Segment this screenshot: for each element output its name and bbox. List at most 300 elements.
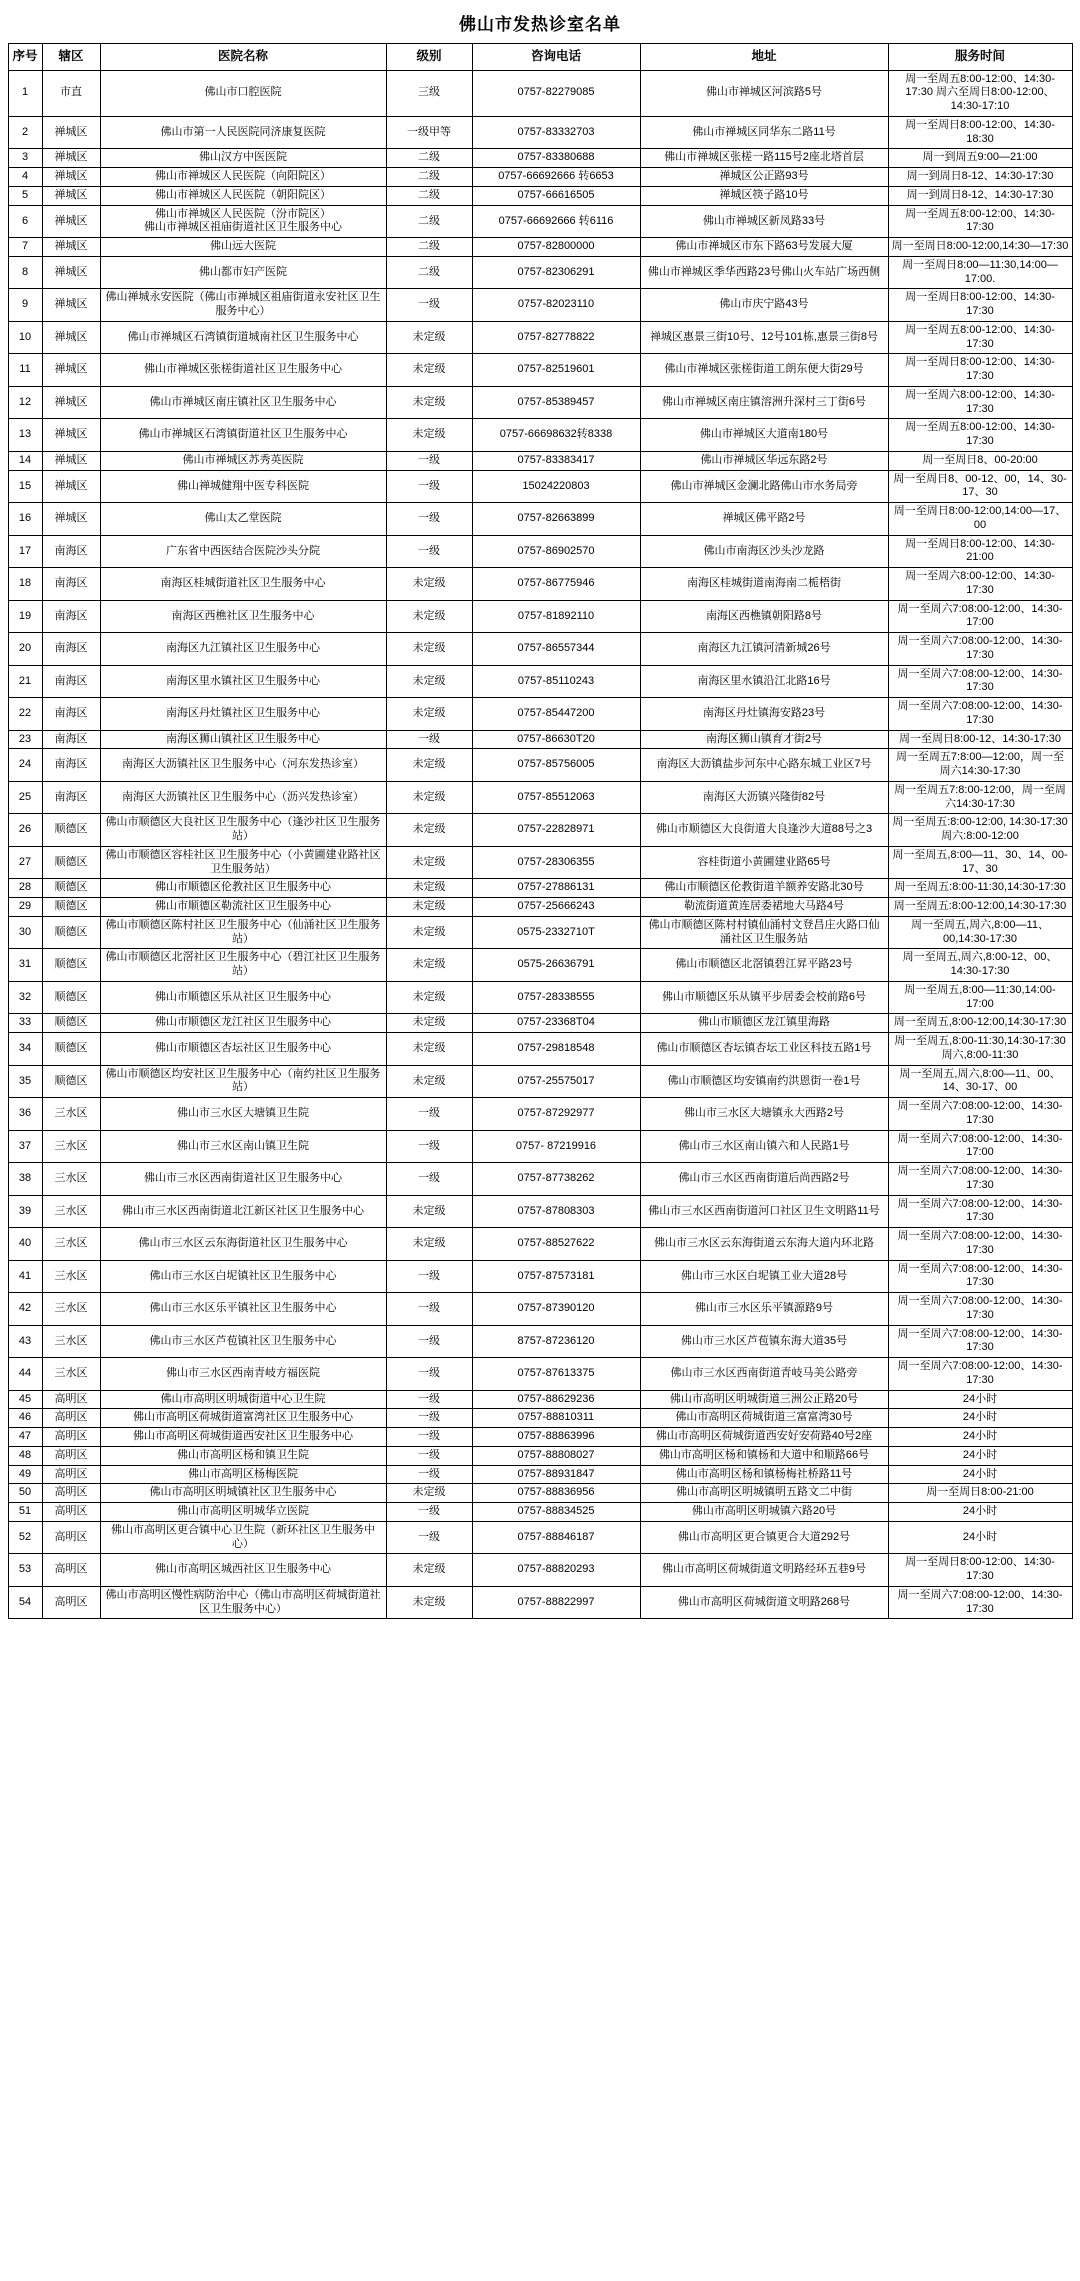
cell-phone: 0757-87738262 <box>472 1163 640 1196</box>
cell-level: 未定级 <box>386 354 472 387</box>
cell-phone: 0757-85389457 <box>472 386 640 419</box>
table-row <box>8 1390 1072 1409</box>
cell-service-time: 周一至周日8:00-12、14:30-17:30 <box>888 730 1072 749</box>
table-header <box>8 44 1072 71</box>
cell-hospital-name: 南海区里水镇社区卫生服务中心 <box>100 665 386 698</box>
cell-phone: 0757-29818548 <box>472 1033 640 1066</box>
cell-address: 南海区桂城街道南海南二栀梧街 <box>640 568 888 601</box>
table-row <box>8 419 1072 452</box>
cell-hospital-name: 南海区丹灶镇社区卫生服务中心 <box>100 698 386 731</box>
cell-hospital-name: 佛山市顺德区容桂社区卫生服务中心（小黄圃建业路社区卫生服务站） <box>100 846 386 879</box>
cell-address: 佛山市高明区明城镇六路20号 <box>640 1503 888 1522</box>
cell-phone: 0757- 87219916 <box>472 1130 640 1163</box>
cell-service-time: 周一至周五8:00-12:00、14:30-17:30 <box>888 205 1072 238</box>
cell-level: 未定级 <box>386 749 472 782</box>
cell-index: 27 <box>8 846 42 879</box>
cell-area: 顺德区 <box>42 1065 100 1098</box>
cell-hospital-name: 佛山市三水区大塘镇卫生院 <box>100 1098 386 1131</box>
cell-address: 佛山市禅城区同华东二路11号 <box>640 116 888 149</box>
cell-hospital-name: 佛山市三水区南山镇卫生院 <box>100 1130 386 1163</box>
cell-index: 30 <box>8 916 42 949</box>
cell-index: 21 <box>8 665 42 698</box>
cell-address: 佛山市顺德区北滘镇碧江昇平路23号 <box>640 949 888 982</box>
table-row <box>8 168 1072 187</box>
cell-level: 二级 <box>386 238 472 257</box>
cell-area: 南海区 <box>42 568 100 601</box>
cell-service-time: 24小时 <box>888 1428 1072 1447</box>
cell-area: 南海区 <box>42 730 100 749</box>
cell-index: 29 <box>8 898 42 917</box>
cell-area: 高明区 <box>42 1521 100 1554</box>
cell-hospital-name: 佛山都市妇产医院 <box>100 256 386 289</box>
cell-hospital-name: 佛山市禅城区石湾镇街道城南社区卫生服务中心 <box>100 321 386 354</box>
cell-hospital-name: 佛山市顺德区勒流社区卫生服务中心 <box>100 898 386 917</box>
cell-service-time: 24小时 <box>888 1465 1072 1484</box>
column-header-address: 地址 <box>640 44 888 71</box>
cell-level: 一级 <box>386 535 472 568</box>
cell-address: 佛山市高明区荷城街道文明路268号 <box>640 1586 888 1619</box>
cell-phone: 0757-87390120 <box>472 1293 640 1326</box>
table-row <box>8 1586 1072 1619</box>
cell-address: 佛山市禅城区张槎街道工朗东便大街29号 <box>640 354 888 387</box>
cell-hospital-name: 南海区狮山镇社区卫生服务中心 <box>100 730 386 749</box>
cell-service-time: 周一至周五7:8:00-12:00，周一至周六14:30-17:30 <box>888 781 1072 814</box>
cell-service-time: 周一至周六7:08:00-12:00、14:30-17:30 <box>888 1228 1072 1261</box>
cell-address: 佛山市三水区西南街道青岐马美公路旁 <box>640 1358 888 1391</box>
cell-level: 未定级 <box>386 665 472 698</box>
cell-area: 高明区 <box>42 1484 100 1503</box>
cell-area: 高明区 <box>42 1446 100 1465</box>
cell-hospital-name: 佛山市顺德区北滘社区卫生服务中心（碧江社区卫生服务站） <box>100 949 386 982</box>
cell-area: 禅城区 <box>42 386 100 419</box>
cell-address: 佛山市三水区南山镇六和人民路1号 <box>640 1130 888 1163</box>
cell-address: 佛山市顺德区伦教街道羊额养安路北30号 <box>640 879 888 898</box>
cell-hospital-name: 佛山市三水区西南街道北江新区社区卫生服务中心 <box>100 1195 386 1228</box>
cell-level: 未定级 <box>386 1484 472 1503</box>
cell-area: 顺德区 <box>42 1033 100 1066</box>
cell-hospital-name: 佛山市禅城区石湾镇街道社区卫生服务中心 <box>100 419 386 452</box>
cell-service-time: 周一至周六7:08:00-12:00、14:30-17:00 <box>888 1130 1072 1163</box>
table-row <box>8 238 1072 257</box>
cell-level: 未定级 <box>386 386 472 419</box>
cell-hospital-name: 佛山市三水区云东海街道社区卫生服务中心 <box>100 1228 386 1261</box>
cell-address: 佛山市禅城区季华西路23号佛山火车站广场西侧 <box>640 256 888 289</box>
cell-index: 2 <box>8 116 42 149</box>
cell-index: 34 <box>8 1033 42 1066</box>
cell-index: 44 <box>8 1358 42 1391</box>
cell-hospital-name: 佛山市高明区明城华立医院 <box>100 1503 386 1522</box>
cell-area: 南海区 <box>42 633 100 666</box>
cell-phone: 0757-87613375 <box>472 1358 640 1391</box>
cell-hospital-name: 佛山市顺德区龙江社区卫生服务中心 <box>100 1014 386 1033</box>
cell-hospital-name: 佛山市禅城区人民医院（向阳院区） <box>100 168 386 187</box>
cell-index: 33 <box>8 1014 42 1033</box>
cell-hospital-name: 佛山市高明区杨和镇卫生院 <box>100 1446 386 1465</box>
cell-area: 南海区 <box>42 535 100 568</box>
cell-service-time: 周一至周五7:8:00—12:00，周一至周六14:30-17:30 <box>888 749 1072 782</box>
cell-service-time: 周一至周日8:00-12:00、14:30-21:00 <box>888 535 1072 568</box>
cell-phone: 0757-22828971 <box>472 814 640 847</box>
table-row <box>8 1428 1072 1447</box>
cell-level: 一级 <box>386 1293 472 1326</box>
cell-level: 未定级 <box>386 1586 472 1619</box>
cell-address: 佛山市三水区乐平镇源路9号 <box>640 1293 888 1326</box>
cell-phone: 0757-82663899 <box>472 503 640 536</box>
cell-phone: 0757-88808027 <box>472 1446 640 1465</box>
cell-address: 佛山市禅城区河滨路5号 <box>640 70 888 116</box>
table-row <box>8 149 1072 168</box>
cell-service-time: 周一至周六7:08:00-12:00、14:30-17:30 <box>888 698 1072 731</box>
cell-service-time: 周一至周六7:08:00-12:00、14:30-17:30 <box>888 1195 1072 1228</box>
cell-phone: 0757-82023110 <box>472 289 640 322</box>
table-row <box>8 1554 1072 1587</box>
cell-level: 未定级 <box>386 781 472 814</box>
column-header-area: 辖区 <box>42 44 100 71</box>
cell-phone: 0757-86902570 <box>472 535 640 568</box>
cell-address: 佛山市顺德区乐从镇平步居委会校前路6号 <box>640 981 888 1014</box>
table-row <box>8 633 1072 666</box>
fever-clinic-table <box>8 43 1073 1619</box>
table-row <box>8 205 1072 238</box>
cell-address: 南海区西樵镇朝阳路8号 <box>640 600 888 633</box>
table-row <box>8 749 1072 782</box>
cell-index: 42 <box>8 1293 42 1326</box>
column-header-level: 级别 <box>386 44 472 71</box>
cell-service-time: 周一至周六7:08:00-12:00、14:30-17:30 <box>888 633 1072 666</box>
cell-area: 三水区 <box>42 1228 100 1261</box>
cell-level: 未定级 <box>386 698 472 731</box>
cell-level: 未定级 <box>386 568 472 601</box>
cell-hospital-name: 佛山市三水区芦苞镇社区卫生服务中心 <box>100 1325 386 1358</box>
cell-area: 三水区 <box>42 1195 100 1228</box>
cell-area: 禅城区 <box>42 470 100 503</box>
cell-phone: 0757-87292977 <box>472 1098 640 1131</box>
cell-level: 未定级 <box>386 1014 472 1033</box>
table-row <box>8 535 1072 568</box>
cell-area: 禅城区 <box>42 256 100 289</box>
cell-phone: 0757-85447200 <box>472 698 640 731</box>
cell-phone: 0757-28306355 <box>472 846 640 879</box>
cell-address: 佛山市高明区荷城街道西安好安荷路40号2座 <box>640 1428 888 1447</box>
cell-phone: 0757-85110243 <box>472 665 640 698</box>
cell-area: 顺德区 <box>42 1014 100 1033</box>
cell-phone: 0757-87808303 <box>472 1195 640 1228</box>
cell-service-time: 周一至周六7:08:00-12:00、14:30-17:30 <box>888 1325 1072 1358</box>
table-row <box>8 289 1072 322</box>
cell-level: 未定级 <box>386 419 472 452</box>
cell-index: 36 <box>8 1098 42 1131</box>
table-row <box>8 981 1072 1014</box>
cell-service-time: 周一到周日8-12、14:30-17:30 <box>888 186 1072 205</box>
cell-area: 高明区 <box>42 1409 100 1428</box>
cell-index: 48 <box>8 1446 42 1465</box>
cell-phone: 0757-86630T20 <box>472 730 640 749</box>
cell-index: 38 <box>8 1163 42 1196</box>
cell-area: 禅城区 <box>42 354 100 387</box>
cell-phone: 0757-23368T04 <box>472 1014 640 1033</box>
cell-service-time: 周一至周五8:00-12:00、14:30-17:30 <box>888 321 1072 354</box>
cell-address: 禅城区佛平路2号 <box>640 503 888 536</box>
table-row <box>8 186 1072 205</box>
cell-level: 一级甲等 <box>386 116 472 149</box>
table-row <box>8 1098 1072 1131</box>
table-body <box>8 70 1072 1619</box>
cell-address: 佛山市禅城区金澜北路佛山市水务局旁 <box>640 470 888 503</box>
cell-address: 佛山市顺德区杏坛镇杏坛工业区科技五路1号 <box>640 1033 888 1066</box>
cell-area: 高明区 <box>42 1390 100 1409</box>
cell-service-time: 周一至周五,8:00—11:30,14:00-17:00 <box>888 981 1072 1014</box>
cell-area: 三水区 <box>42 1130 100 1163</box>
cell-level: 一级 <box>386 1358 472 1391</box>
cell-service-time: 周一至周六8:00-12:00、14:30-17:30 <box>888 568 1072 601</box>
table-row <box>8 879 1072 898</box>
cell-hospital-name: 佛山市禅城区苏秀英医院 <box>100 451 386 470</box>
cell-address: 佛山市三水区西南街道河口社区卫生文明路11号 <box>640 1195 888 1228</box>
cell-hospital-name: 广东省中西医结合医院沙头分院 <box>100 535 386 568</box>
cell-area: 三水区 <box>42 1293 100 1326</box>
cell-index: 46 <box>8 1409 42 1428</box>
cell-address: 禅城区公正路93号 <box>640 168 888 187</box>
cell-area: 顺德区 <box>42 846 100 879</box>
cell-phone: 0757-28338555 <box>472 981 640 1014</box>
cell-hospital-name: 佛山市高明区城西社区卫生服务中心 <box>100 1554 386 1587</box>
table-row <box>8 698 1072 731</box>
cell-hospital-name: 佛山市禅城区南庄镇社区卫生服务中心 <box>100 386 386 419</box>
cell-address: 禅城区惠景三街10号、12号101栋,惠景三街8号 <box>640 321 888 354</box>
cell-index: 23 <box>8 730 42 749</box>
cell-address: 容桂街道小黄圃建业路65号 <box>640 846 888 879</box>
cell-level: 一级 <box>386 470 472 503</box>
cell-area: 禅城区 <box>42 116 100 149</box>
cell-service-time: 周一至周日8:00-12:00、14:30-17:30 <box>888 1554 1072 1587</box>
cell-phone: 0757-82800000 <box>472 238 640 257</box>
cell-service-time: 周一至周六7:08:00-12:00、14:30-17:30 <box>888 665 1072 698</box>
cell-phone: 0757-83332703 <box>472 116 640 149</box>
table-row <box>8 730 1072 749</box>
cell-hospital-name: 佛山市禅城区人民医院（朝阳院区） <box>100 186 386 205</box>
table-row <box>8 1325 1072 1358</box>
cell-service-time: 周一至周五:8:00-12:00,14:30-17:30 <box>888 898 1072 917</box>
cell-index: 3 <box>8 149 42 168</box>
cell-service-time: 周一至周五,周六,8:00—11、00,14:30-17:30 <box>888 916 1072 949</box>
cell-address: 佛山市禅城区大道南180号 <box>640 419 888 452</box>
table-row <box>8 781 1072 814</box>
cell-index: 8 <box>8 256 42 289</box>
cell-service-time: 周一至周六7:08:00-12:00、14:30-17:30 <box>888 1358 1072 1391</box>
cell-phone: 0757-66616505 <box>472 186 640 205</box>
cell-hospital-name: 佛山市高明区杨梅医院 <box>100 1465 386 1484</box>
cell-level: 一级 <box>386 1428 472 1447</box>
cell-index: 13 <box>8 419 42 452</box>
cell-level: 一级 <box>386 503 472 536</box>
cell-index: 25 <box>8 781 42 814</box>
table-row <box>8 503 1072 536</box>
table-row <box>8 470 1072 503</box>
cell-area: 禅城区 <box>42 168 100 187</box>
cell-hospital-name: 佛山市三水区西南青岐方福医院 <box>100 1358 386 1391</box>
table-row <box>8 949 1072 982</box>
cell-area: 顺德区 <box>42 814 100 847</box>
cell-index: 16 <box>8 503 42 536</box>
cell-index: 18 <box>8 568 42 601</box>
cell-address: 佛山市顺德区均安镇南约洪恩街一卷1号 <box>640 1065 888 1098</box>
cell-address: 佛山市顺德区陈村村镇仙涌村文登昌庄火路口仙涌社区卫生服务站 <box>640 916 888 949</box>
table-row <box>8 846 1072 879</box>
cell-address: 南海区丹灶镇海安路23号 <box>640 698 888 731</box>
cell-hospital-name: 南海区大沥镇社区卫生服务中心（河东发热诊室） <box>100 749 386 782</box>
table-row <box>8 1033 1072 1066</box>
cell-level: 一级 <box>386 1446 472 1465</box>
cell-service-time: 周一至周日8:00-21:00 <box>888 1484 1072 1503</box>
table-row <box>8 1014 1072 1033</box>
cell-level: 未定级 <box>386 981 472 1014</box>
cell-hospital-name: 南海区大沥镇社区卫生服务中心（沥兴发热诊室） <box>100 781 386 814</box>
cell-level: 未定级 <box>386 916 472 949</box>
cell-hospital-name: 佛山市禅城区人民医院（汾市院区） 佛山市禅城区祖庙街道社区卫生服务中心 <box>100 205 386 238</box>
cell-phone: 0757-87573181 <box>472 1260 640 1293</box>
table-row <box>8 1163 1072 1196</box>
cell-address: 佛山市顺德区大良街道大良逢沙大道88号之3 <box>640 814 888 847</box>
cell-address: 佛山市三水区白坭镇工业大道28号 <box>640 1260 888 1293</box>
cell-phone: 0757-85756005 <box>472 749 640 782</box>
table-row <box>8 1195 1072 1228</box>
cell-area: 南海区 <box>42 665 100 698</box>
cell-index: 53 <box>8 1554 42 1587</box>
cell-phone: 0757-88863996 <box>472 1428 640 1447</box>
cell-index: 43 <box>8 1325 42 1358</box>
cell-hospital-name: 佛山市三水区西南街道社区卫生服务中心 <box>100 1163 386 1196</box>
cell-index: 51 <box>8 1503 42 1522</box>
cell-index: 45 <box>8 1390 42 1409</box>
cell-index: 14 <box>8 451 42 470</box>
cell-phone: 0757-88836956 <box>472 1484 640 1503</box>
cell-area: 三水区 <box>42 1325 100 1358</box>
table-row <box>8 1409 1072 1428</box>
cell-area: 禅城区 <box>42 205 100 238</box>
cell-address: 佛山市庆宁路43号 <box>640 289 888 322</box>
cell-index: 1 <box>8 70 42 116</box>
cell-service-time: 周一至周日8:00—11:30,14:00—17:00. <box>888 256 1072 289</box>
cell-hospital-name: 佛山市顺德区均安社区卫生服务中心（南约社区卫生服务站） <box>100 1065 386 1098</box>
cell-hospital-name: 佛山市高明区明城镇社区卫生服务中心 <box>100 1484 386 1503</box>
cell-level: 未定级 <box>386 898 472 917</box>
cell-address: 禅城区筷子路10号 <box>640 186 888 205</box>
cell-area: 禅城区 <box>42 503 100 536</box>
cell-phone: 0575-2332710T <box>472 916 640 949</box>
cell-phone: 0757-83383417 <box>472 451 640 470</box>
cell-level: 二级 <box>386 205 472 238</box>
column-header-phone: 咨询电话 <box>472 44 640 71</box>
cell-address: 南海区狮山镇育才街2号 <box>640 730 888 749</box>
cell-service-time: 周一至周日8、00-12、00，14、30-17、30 <box>888 470 1072 503</box>
cell-hospital-name: 佛山市高明区明城街道中心卫生院 <box>100 1390 386 1409</box>
cell-phone: 0757-88846187 <box>472 1521 640 1554</box>
cell-index: 52 <box>8 1521 42 1554</box>
cell-address: 南海区里水镇沿江北路16号 <box>640 665 888 698</box>
cell-phone: 0757-85512063 <box>472 781 640 814</box>
cell-hospital-name: 佛山远大医院 <box>100 238 386 257</box>
cell-address: 佛山市三水区大塘镇永大西路2号 <box>640 1098 888 1131</box>
cell-hospital-name: 佛山市顺德区陈村社区卫生服务中心（仙涌社区卫生服务站） <box>100 916 386 949</box>
cell-hospital-name: 佛山禅城永安医院（佛山市禅城区祖庙街道永安社区卫生服务中心） <box>100 289 386 322</box>
table-row <box>8 321 1072 354</box>
cell-phone: 0757-66692666 转6116 <box>472 205 640 238</box>
cell-area: 禅城区 <box>42 289 100 322</box>
table-row <box>8 1446 1072 1465</box>
cell-area: 顺德区 <box>42 949 100 982</box>
cell-address: 南海区大沥镇兴隆街82号 <box>640 781 888 814</box>
table-row <box>8 1065 1072 1098</box>
cell-hospital-name: 佛山市三水区白坭镇社区卫生服务中心 <box>100 1260 386 1293</box>
cell-level: 未定级 <box>386 879 472 898</box>
cell-hospital-name: 佛山市高明区更合镇中心卫生院（新环社区卫生服务中心） <box>100 1521 386 1554</box>
cell-address: 佛山市高明区荷城街道文明路经环五巷9号 <box>640 1554 888 1587</box>
cell-index: 15 <box>8 470 42 503</box>
cell-level: 一级 <box>386 730 472 749</box>
cell-service-time: 周一至周五,8:00—11、30、14、00-17、30 <box>888 846 1072 879</box>
cell-area: 禅城区 <box>42 186 100 205</box>
cell-hospital-name: 佛山市第一人民医院同济康复医院 <box>100 116 386 149</box>
table-row <box>8 665 1072 698</box>
cell-hospital-name: 南海区九江镇社区卫生服务中心 <box>100 633 386 666</box>
cell-address: 佛山市禅城区新凤路33号 <box>640 205 888 238</box>
cell-area: 禅城区 <box>42 321 100 354</box>
cell-area: 南海区 <box>42 749 100 782</box>
cell-area: 顺德区 <box>42 898 100 917</box>
cell-phone: 0757-66698632转8338 <box>472 419 640 452</box>
cell-area: 禅城区 <box>42 451 100 470</box>
cell-hospital-name: 佛山市禅城区张槎街道社区卫生服务中心 <box>100 354 386 387</box>
cell-phone: 0757-25575017 <box>472 1065 640 1098</box>
cell-level: 一级 <box>386 1521 472 1554</box>
table-row <box>8 1484 1072 1503</box>
cell-address: 南海区大沥镇盐步河东中心路东城工业区7号 <box>640 749 888 782</box>
cell-service-time: 周一至周五8:00-12:00、14:30-17:30 <box>888 419 1072 452</box>
cell-area: 禅城区 <box>42 238 100 257</box>
cell-hospital-name: 佛山市高明区荷城街道西安社区卫生服务中心 <box>100 1428 386 1447</box>
cell-address: 佛山市高明区更合镇更合大道292号 <box>640 1521 888 1554</box>
cell-level: 未定级 <box>386 633 472 666</box>
cell-service-time: 周一至周五8:00-12:00、14:30-17:30 周六至周日8:00-12:00、14:30-17:10 <box>888 70 1072 116</box>
table-row <box>8 1465 1072 1484</box>
cell-address: 佛山市三水区西南街道后尚西路2号 <box>640 1163 888 1196</box>
cell-level: 二级 <box>386 186 472 205</box>
cell-hospital-name: 佛山禅城健翔中医专科医院 <box>100 470 386 503</box>
table-row <box>8 354 1072 387</box>
cell-hospital-name: 佛山市顺德区伦教社区卫生服务中心 <box>100 879 386 898</box>
cell-service-time: 24小时 <box>888 1390 1072 1409</box>
cell-address: 佛山市高明区杨和镇杨和大道中和顺路66号 <box>640 1446 888 1465</box>
cell-service-time: 周一至周六7:08:00-12:00、14:30-17:30 <box>888 1163 1072 1196</box>
cell-address: 佛山市高明区荷城街道三富富湾30号 <box>640 1409 888 1428</box>
cell-address: 佛山市高明区杨和镇杨梅社桥路11号 <box>640 1465 888 1484</box>
table-row <box>8 1228 1072 1261</box>
cell-index: 41 <box>8 1260 42 1293</box>
cell-area: 南海区 <box>42 600 100 633</box>
cell-index: 6 <box>8 205 42 238</box>
table-row <box>8 116 1072 149</box>
cell-service-time: 24小时 <box>888 1446 1072 1465</box>
cell-area: 顺德区 <box>42 981 100 1014</box>
cell-level: 二级 <box>386 149 472 168</box>
cell-level: 未定级 <box>386 949 472 982</box>
cell-index: 28 <box>8 879 42 898</box>
cell-index: 17 <box>8 535 42 568</box>
table-row <box>8 898 1072 917</box>
cell-index: 11 <box>8 354 42 387</box>
cell-address: 勒流街道黄连居委裙地大马路4号 <box>640 898 888 917</box>
cell-address: 佛山市顺德区龙江镇里海路 <box>640 1014 888 1033</box>
